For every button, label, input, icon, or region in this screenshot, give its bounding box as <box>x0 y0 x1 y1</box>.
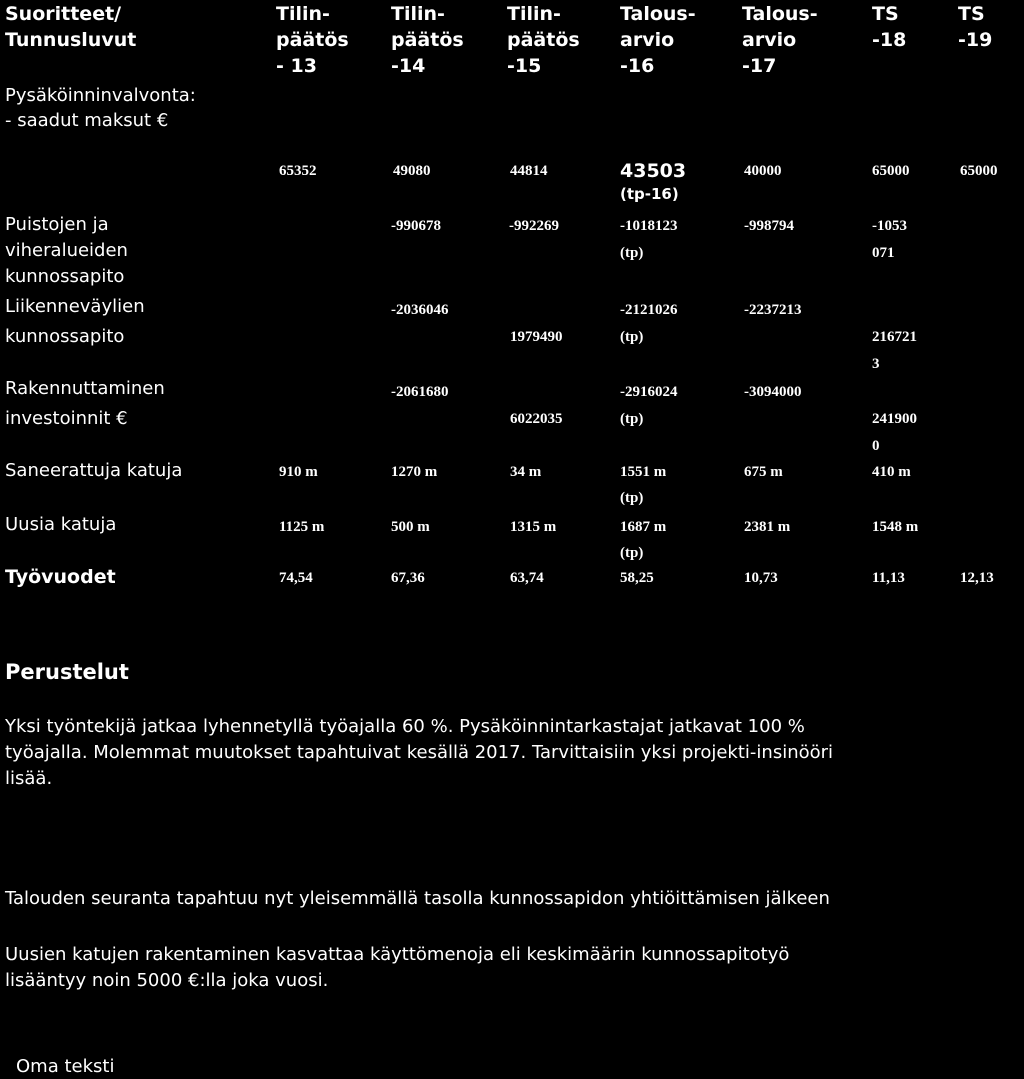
header-tp15-line1: Tilin- <box>507 3 561 25</box>
paragraph-1-line3: lisää. <box>5 768 53 789</box>
cell-tp13: 65352 <box>279 163 317 179</box>
cell-tp14: 1270 m <box>391 464 438 480</box>
row-label-line1: Pysäköinninvalvonta: <box>5 85 196 106</box>
header-ta17-line1: Talous- <box>742 3 818 25</box>
header-ts19-line1: TS <box>958 3 985 25</box>
header-tp14-line3: -14 <box>391 55 426 77</box>
cell-ta16: 43503 <box>620 160 687 182</box>
row-label-line1: Rakennuttaminen <box>5 378 165 399</box>
cell-tp13: 74,54 <box>279 570 313 586</box>
cell-tp15: 34 m <box>510 464 542 480</box>
cell-ts18-line2: 0 <box>872 438 880 454</box>
row-label: Työvuodet <box>5 566 116 588</box>
paragraph-3-line2: lisääntyy noin 5000 €:lla joka vuosi. <box>5 970 329 991</box>
header-ts18-line2: -18 <box>872 29 907 51</box>
cell-ts18-line1: 216721 <box>872 329 917 345</box>
row-label-line2: kunnossapito <box>5 326 125 347</box>
section-title: Perustelut <box>5 660 129 684</box>
cell-tp14: 500 m <box>391 519 430 535</box>
row-label-line2: investoinnit € <box>5 408 128 429</box>
header-tp13-line2: päätös <box>276 29 349 51</box>
cell-ta17: 675 m <box>744 464 783 480</box>
cell-tp15: 1315 m <box>510 519 557 535</box>
row-label-line3: kunnossapito <box>5 266 125 287</box>
cell-tp15: -992269 <box>509 218 559 234</box>
cell-ta16: -2121026 <box>620 302 678 318</box>
cell-ta17: -2237213 <box>744 302 802 318</box>
row-label: Saneerattuja katuja <box>5 460 183 481</box>
header-col0-line1: Suoritteet/ <box>5 3 122 25</box>
cell-ta17: -3094000 <box>744 384 802 400</box>
cell-ta16: -1018123 <box>620 218 678 234</box>
cell-ta17: 40000 <box>744 163 782 179</box>
header-ta17-line3: -17 <box>742 55 777 77</box>
footer-text: Oma teksti <box>16 1056 115 1077</box>
header-ta16-line2: arvio <box>620 29 675 51</box>
row-label-line1: Puistojen ja <box>5 214 109 235</box>
cell-ts18-line1: -1053 <box>872 218 907 234</box>
cell-ts18: 1548 m <box>872 519 919 535</box>
cell-tp14: -990678 <box>391 218 441 234</box>
header-tp15-line3: -15 <box>507 55 542 77</box>
cell-ta17: 10,73 <box>744 570 778 586</box>
cell-ta17: 2381 m <box>744 519 791 535</box>
paragraph-3-line1: Uusien katujen rakentaminen kasvattaa käyttömenoja eli keskimäärin kunnossapitotyö <box>5 944 790 965</box>
cell-ta16-note: (tp) <box>620 329 644 345</box>
paragraph-2: Talouden seuranta tapahtuu nyt yleisemmällä tasolla kunnossapidon yhtiöittämisen jälkeen <box>5 888 830 909</box>
header-tp13-line1: Tilin- <box>276 3 330 25</box>
cell-tp14: -2036046 <box>391 302 449 318</box>
header-tp15-line2: päätös <box>507 29 580 51</box>
cell-tp15: 44814 <box>510 163 548 179</box>
cell-ts19: 65000 <box>960 163 998 179</box>
cell-ts19: 12,13 <box>960 570 994 586</box>
header-tp14-line2: päätös <box>391 29 464 51</box>
cell-ta16-note: (tp-16) <box>620 185 679 203</box>
header-ts18-line1: TS <box>872 3 899 25</box>
cell-ts18: 11,13 <box>872 570 905 586</box>
cell-ta16-note: (tp) <box>620 411 644 427</box>
cell-ts18-line2: 071 <box>872 245 895 261</box>
cell-tp14: 49080 <box>393 163 431 179</box>
cell-ta16: 1551 m <box>620 464 667 480</box>
cell-ta16-note: (tp) <box>620 545 644 561</box>
cell-tp15: 6022035 <box>510 411 563 427</box>
cell-ta16-note: (tp) <box>620 245 644 261</box>
cell-ta16-note: (tp) <box>620 490 644 506</box>
cell-tp14: 67,36 <box>391 570 425 586</box>
cell-ts18: 65000 <box>872 163 910 179</box>
header-ta17-line2: arvio <box>742 29 797 51</box>
row-label-line1: Liikenneväylien <box>5 296 145 317</box>
header-ts19-line2: -19 <box>958 29 993 51</box>
cell-ta16: 58,25 <box>620 570 654 586</box>
cell-ts18-line2: 3 <box>872 356 880 372</box>
header-col0-line2: Tunnusluvut <box>5 29 137 51</box>
row-label-line2: - saadut maksut € <box>5 110 169 131</box>
cell-ta17: -998794 <box>744 218 794 234</box>
cell-tp15: 63,74 <box>510 570 544 586</box>
header-ta16-line3: -16 <box>620 55 655 77</box>
row-label: Uusia katuja <box>5 514 117 535</box>
header-tp14-line1: Tilin- <box>391 3 445 25</box>
row-label-line2: viheralueiden <box>5 240 128 261</box>
cell-ts18: 410 m <box>872 464 911 480</box>
paragraph-1-line2: työajalla. Molemmat muutokset tapahtuivat kesällä 2017. Tarvittaisiin yksi projekti-insinööri <box>5 742 834 763</box>
cell-ts18-line1: 241900 <box>872 411 917 427</box>
cell-tp14: -2061680 <box>391 384 449 400</box>
cell-ta16: -2916024 <box>620 384 678 400</box>
header-tp13-line3: - 13 <box>276 55 317 77</box>
cell-tp15: 1979490 <box>510 329 563 345</box>
cell-tp13: 1125 m <box>279 519 325 535</box>
cell-ta16: 1687 m <box>620 519 667 535</box>
cell-tp13: 910 m <box>279 464 318 480</box>
paragraph-1-line1: Yksi työntekijä jatkaa lyhennetyllä työajalla 60 %. Pysäköinnintarkastajat jatkavat 100 % <box>5 716 805 737</box>
header-ta16-line1: Talous- <box>620 3 696 25</box>
